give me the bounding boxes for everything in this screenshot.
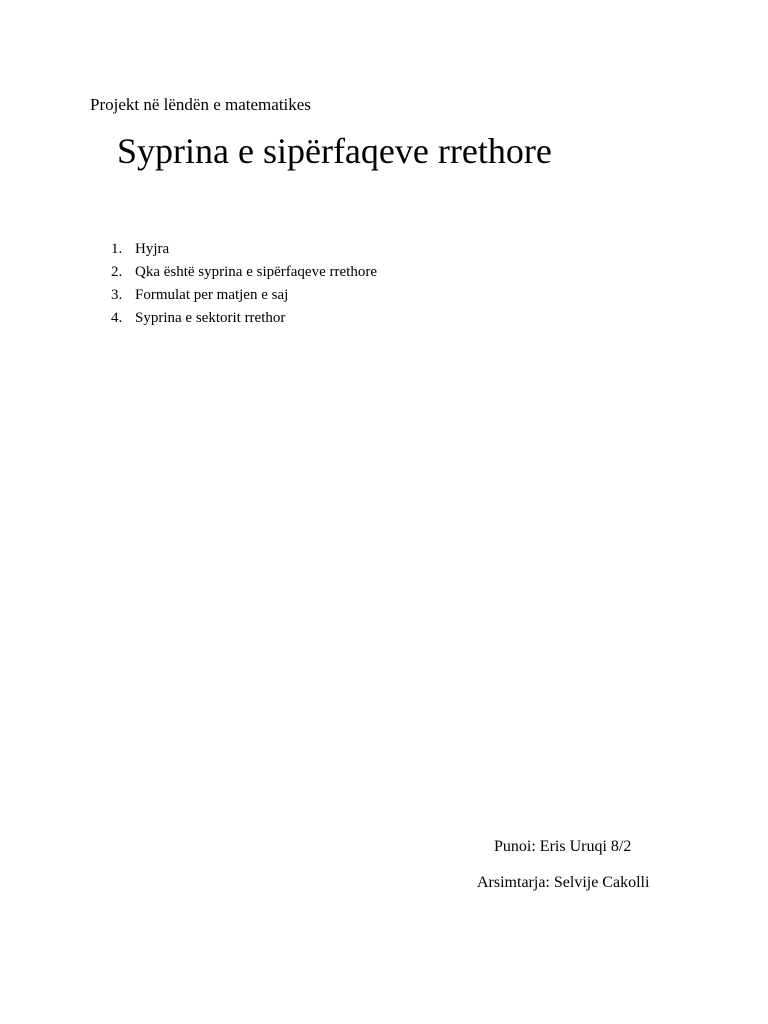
toc-item (111, 238, 377, 261)
toc-item (111, 307, 377, 330)
toc-item (111, 261, 377, 284)
toc-item-label: Qka është syprina e sipërfaqeve rrethore (135, 264, 377, 280)
project-subtitle: Projekt në lëndën e matematikes (90, 95, 311, 114)
document-title: Syprina e sipërfaqeve rrethore (117, 131, 552, 171)
table-of-contents (111, 238, 377, 330)
toc-item-number: 3. (111, 287, 123, 303)
toc-item-number: 1. (111, 241, 123, 257)
toc-item-label: Formulat per matjen e saj (135, 287, 289, 303)
toc-item-number: 4. (111, 310, 123, 326)
toc-item-label: Syprina e sektorit rrethor (135, 310, 286, 326)
toc-item-number: 2. (111, 264, 123, 280)
teacher-line: Arsimtarja: Selvije Cakolli (477, 874, 650, 891)
toc-item (111, 284, 377, 307)
toc-item-label: Hyjra (135, 241, 170, 257)
author-line: Punoi: Eris Uruqi 8/2 (494, 838, 632, 855)
